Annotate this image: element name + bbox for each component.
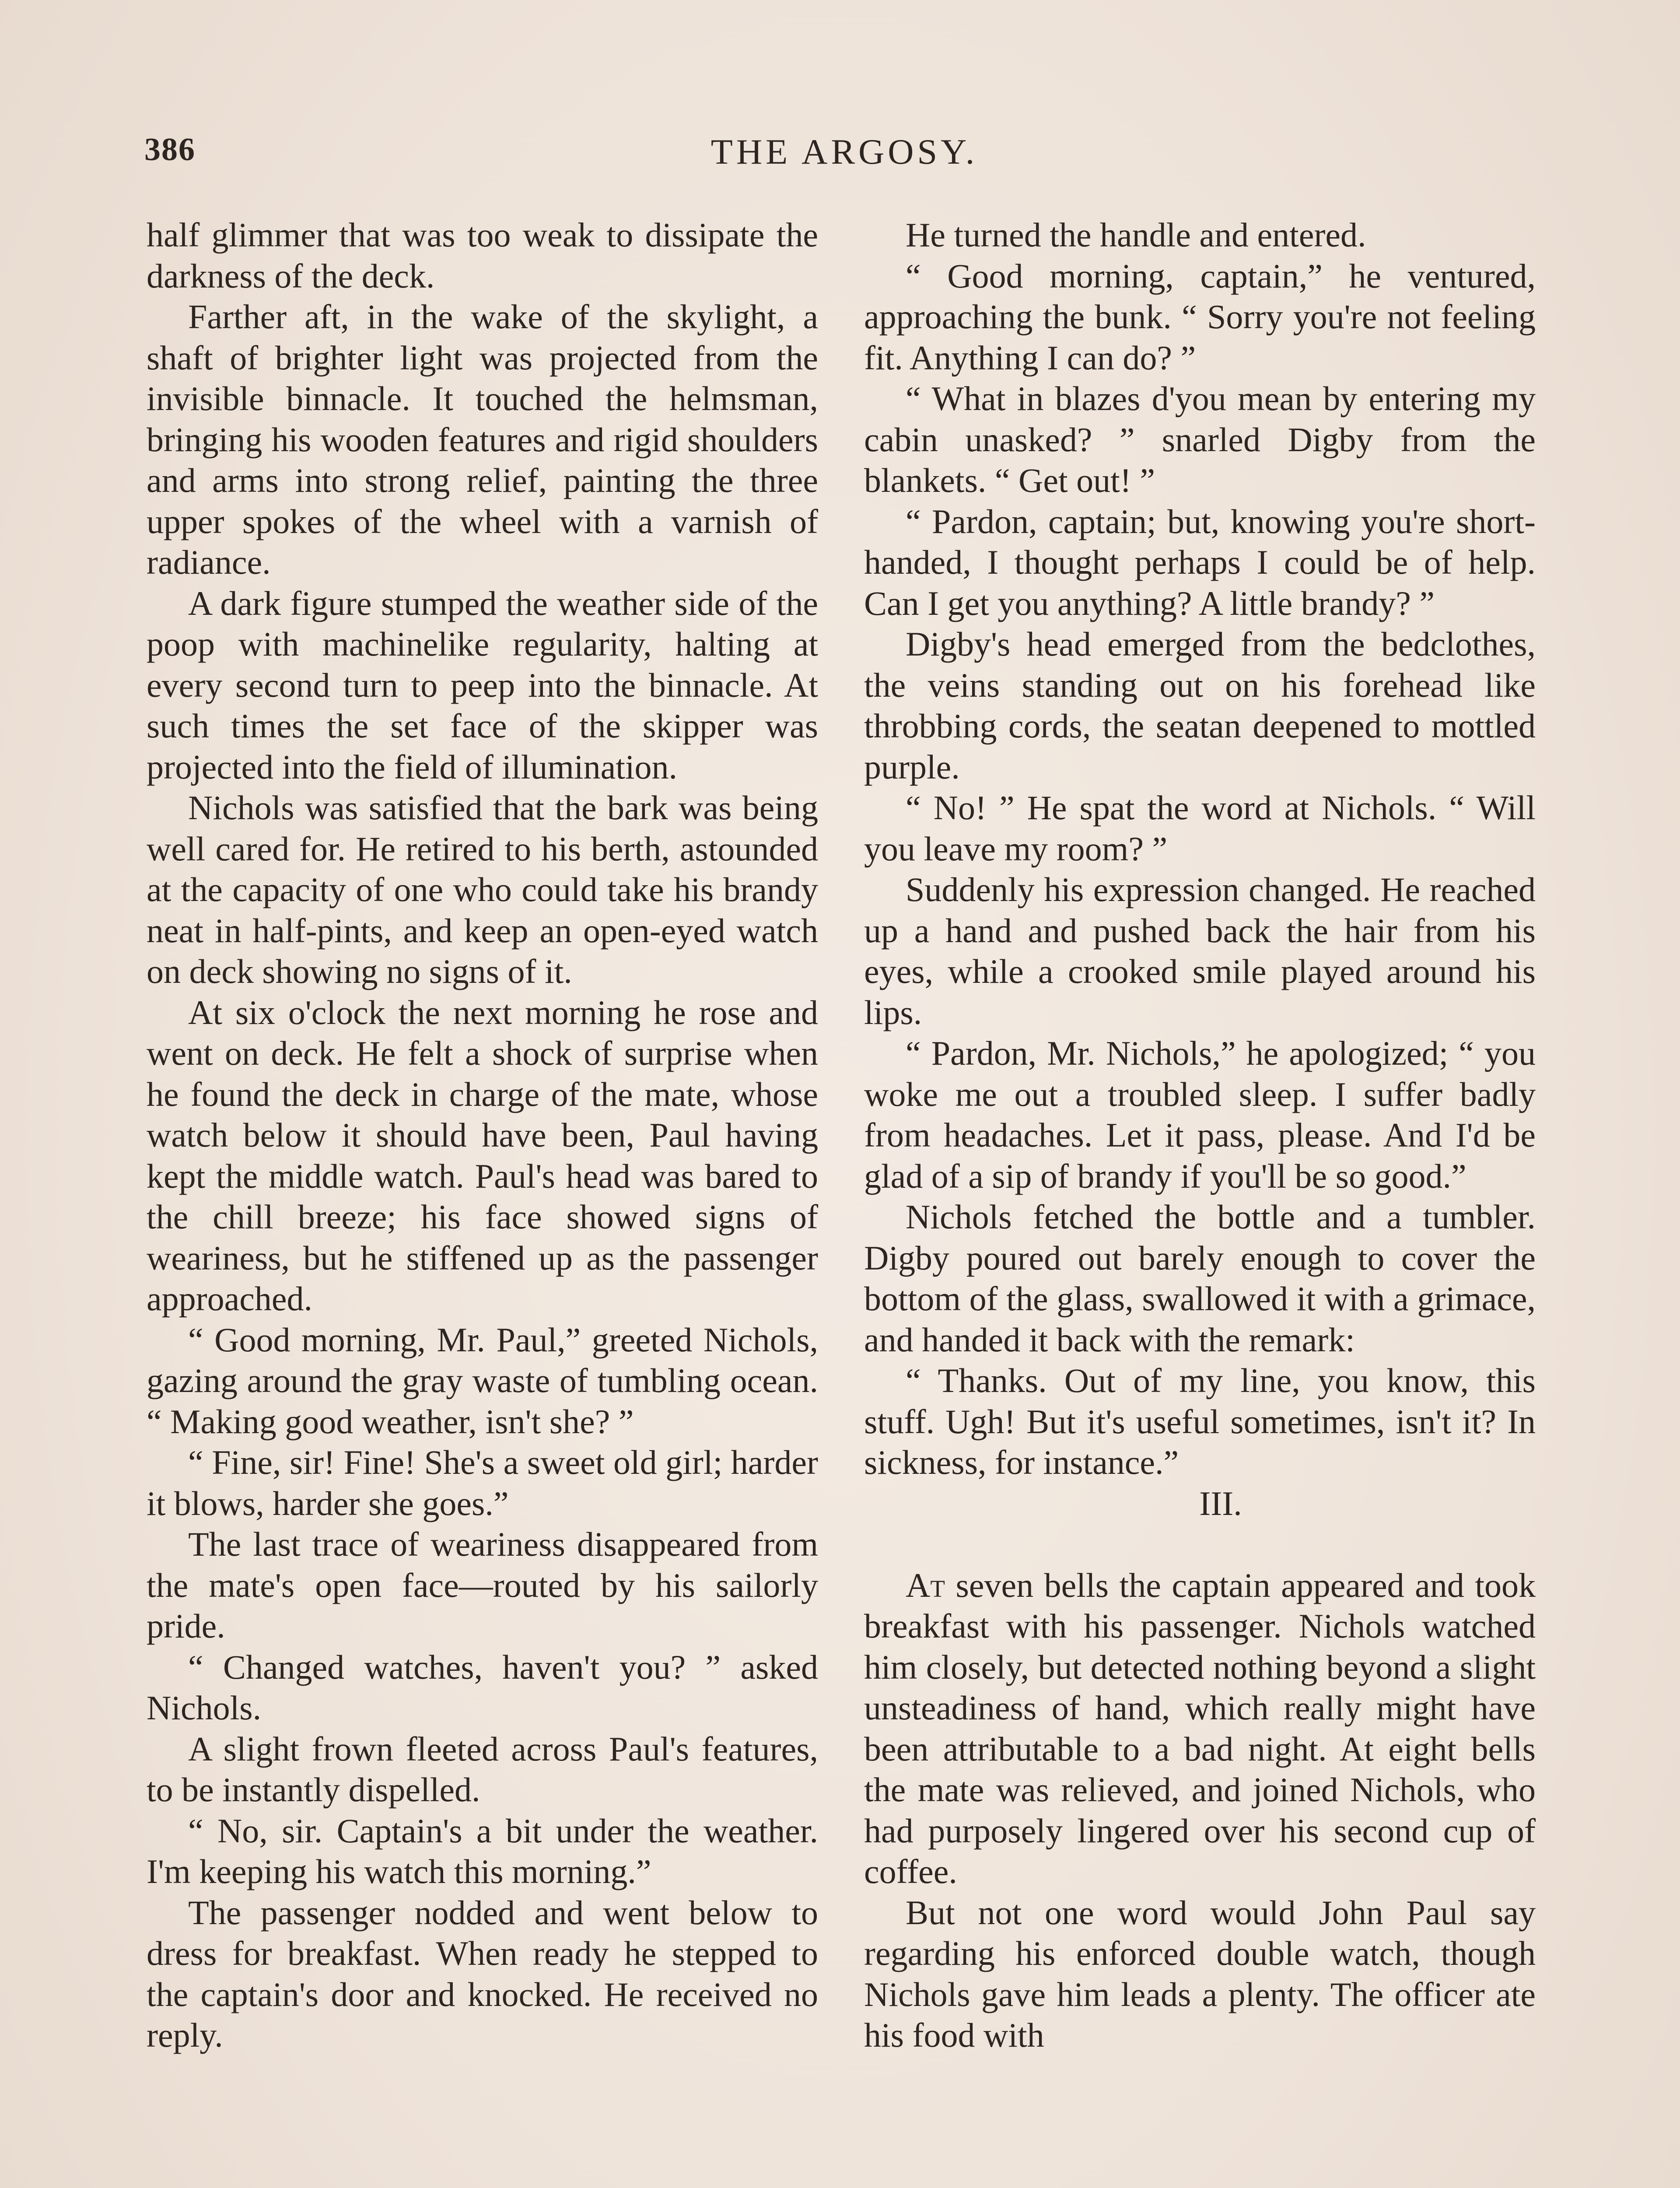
section-first-paragraph: [864, 1565, 1536, 1892]
paragraph: Suddenly his expression changed. He reached up a hand and pushed back the hair from his eyes, while a crooked smile played around his lips.: [864, 870, 1536, 1031]
paragraph: Farther aft, in the wake of the skylight, a shaft of brighter light was projected from the invisible binnacle. It touched the helmsman, bringing his wooden features and rigid shoulders and arms into strong relief, painting the three upper spokes of the wheel with a varnish of radiance.: [147, 298, 818, 581]
page-header: [144, 131, 1544, 184]
paragraph: At six o'clock the next morning he rose and went on deck. He felt a shock of surprise when he found the deck in charge of the mate, whose watch below it should have been, Paul having kept the middle watch. Paul's head was bared to the chill breeze; his face showed signs of weariness, but he stiffened up as the passenger approached.: [147, 993, 818, 1318]
paragraph: Nichols fetched the bottle and a tumbler. Digby poured out barely enough to cover the bottom of the glass, swallowed it with a grimace, and handed it back with the remark:: [864, 1198, 1536, 1359]
running-title: THE ARGOSY.: [710, 132, 978, 172]
section-heading: III.: [1199, 1484, 1242, 1522]
paragraph: “ No! ” He spat the word at Nichols. “ Will you leave my room? ”: [864, 789, 1536, 868]
right-text-column: [864, 214, 1536, 2056]
section-drop-word: At: [906, 1566, 945, 1604]
right-column-paragraphs: [864, 214, 1536, 1483]
paragraph: Nichols was satisfied that the bark was being well cared for. He retired to his berth, astounded at the capacity of one who could take his brandy neat in half-pints, and keep an open-eyed watch on deck showing no signs of it.: [147, 789, 818, 990]
paragraph: “ What in blazes d'you mean by entering my cabin unasked? ” snarled Digby from the blankets. “ Get out! ”: [864, 379, 1536, 499]
paragraph: Digby's head emerged from the bedclothes, the veins standing out on his forehead like throbbing cords, the seatan deepened to mottled purple.: [864, 625, 1536, 786]
paragraph: He turned the handle and entered.: [906, 216, 1366, 254]
section-first-paragraph-text: seven bells the captain appeared and took breakfast with his passenger. Nichols watched him closely, but detected nothing beyond a slight unsteadiness of hand, which really might have been attributable to a bad night. At eight bells the mate was relieved, and joined Nichols, who had purposely lingered over his second cup of coffee.: [864, 1566, 1536, 1890]
page-number: 386: [144, 132, 196, 168]
paragraph: A slight frown fleeted across Paul's features, to be instantly dispelled.: [147, 1729, 818, 1809]
paragraph: “ Pardon, captain; but, knowing you're short-handed, I thought perhaps I could be of help. Can I get you anything? A little brandy? ”: [864, 502, 1536, 622]
paragraph: The passenger nodded and went below to dress for breakfast. When ready he stepped to the captain's door and knocked. He received no reply.: [147, 1893, 818, 2054]
paragraph: “ Good morning, captain,” he ventured, approaching the bunk. “ Sorry you're not feeling fit. Anything I can do? ”: [864, 256, 1536, 377]
paragraph: “ Pardon, Mr. Nichols,” he apologized; “ you woke me out a troubled sleep. I suffer badly from headaches. Let it pass, please. And I'd be glad of a sip of brandy if you'll be so good.”: [864, 1034, 1536, 1195]
paragraph: A dark figure stumped the weather side of the poop with machinelike regularity, halting at every second turn to peep into the binnacle. At such times the set face of the skipper was projected into the field of illumination.: [147, 584, 818, 786]
paragraph: But not one word would John Paul say regarding his enforced double watch, though Nichols gave him leads a plenty. The officer ate his food with: [864, 1893, 1536, 2054]
paragraph: The last trace of weariness disappeared from the mate's open face—routed by his sailorly pride.: [147, 1525, 818, 1645]
left-text-column: [147, 214, 818, 2056]
paragraph: “ Changed watches, haven't you? ” asked Nichols.: [147, 1648, 818, 1727]
paragraph: “ Thanks. Out of my line, you know, this stuff. Ugh! But it's useful sometimes, isn't it? In sickness, for instance.”: [864, 1361, 1536, 1481]
paragraph: “ No, sir. Captain's a bit under the weather. I'm keeping his watch this morning.”: [147, 1811, 818, 1890]
paragraph: “ Fine, sir! Fine! She's a sweet old girl; harder it blows, harder she goes.”: [147, 1443, 818, 1522]
section-paragraphs: [864, 1892, 1536, 2056]
paragraph: half glimmer that was too weak to dissipate the darkness of the deck.: [147, 216, 818, 295]
paragraph: “ Good morning, Mr. Paul,” greeted Nichols, gazing around the gray waste of tumbling ocean. “ Making good weather, isn't she? ”: [147, 1320, 818, 1441]
